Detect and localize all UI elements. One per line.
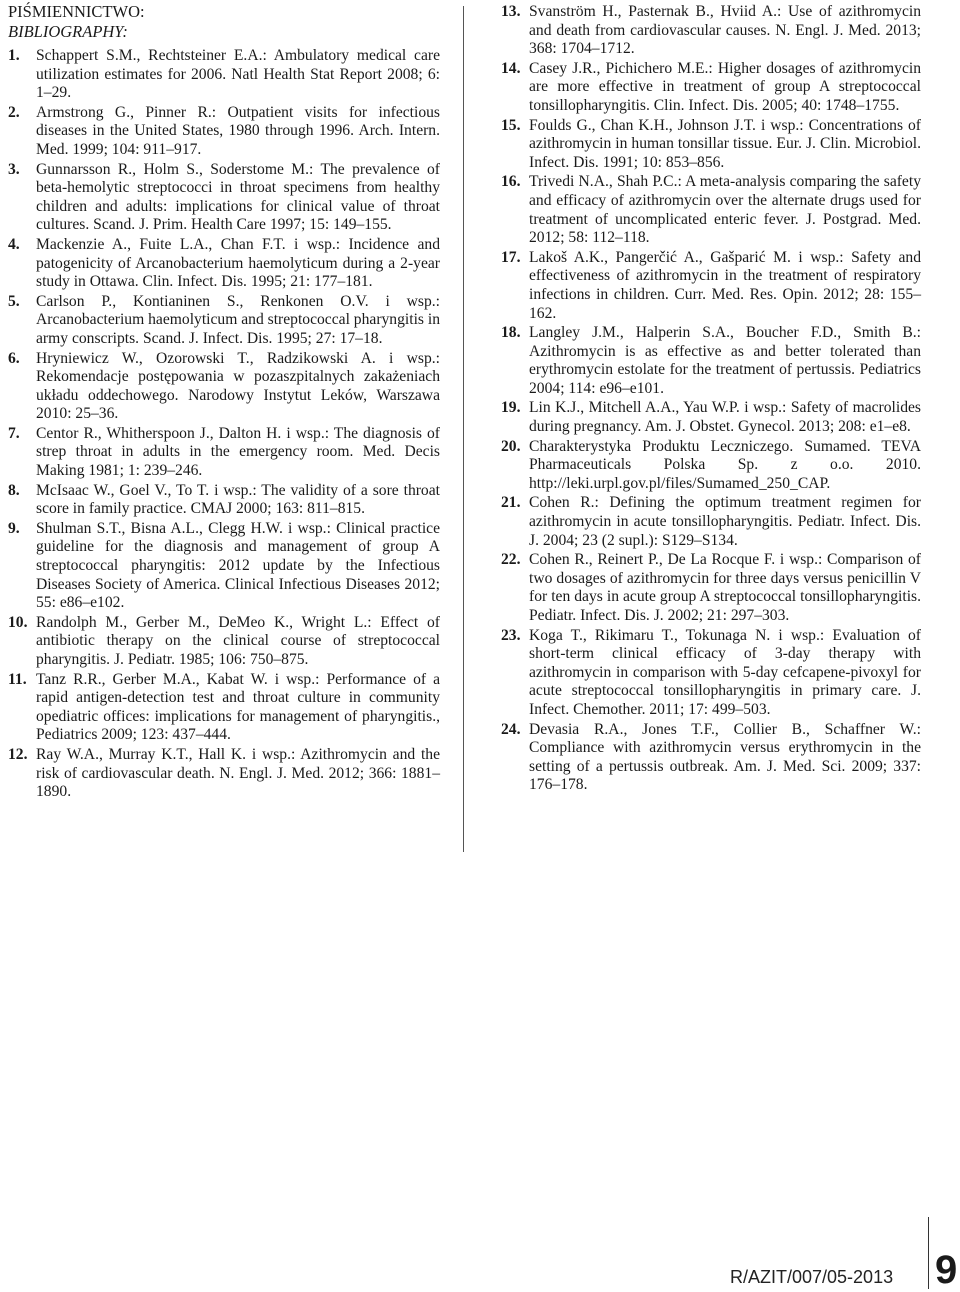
reference-text: Charakterystyka Produktu Leczniczego. Sumamed. TEVA Pharmaceuticals Polska Sp. z o.o. 2010. http://leki.urpl.gov.pl/files/Sumamed_250_CAP. xyxy=(529,437,921,492)
references-column-right xyxy=(501,3,921,796)
reference-item xyxy=(501,324,921,398)
reference-text: Gunnarsson R., Holm S., Soderstome M.: The prevalence of beta-hemolytic streptococci in throat specimens from healthy children and adults: implications for clinical value of throat cultures. Scand. J. Prim. Health Care 1997; 15: 149–155. xyxy=(36,160,440,234)
reference-text: Koga T., Rikimaru T., Tokunaga N. i wsp.: Evaluation of short-term clinical efficacy of 3-day therapy with azithromycin in comparison with 5-day cefcapene-pivoxyl for acute streptococcal tonsillopharyngitis in primary care. J. Infect. Chemother. 2011; 17: 499–503. xyxy=(529,626,921,718)
reference-text: Shulman S.T., Bisna A.L., Clegg H.W. i wsp.: Clinical practice guideline for the diagnosis and management of group A streptococcal pharyngitis: 2012 update by the Infectious Diseases Society of America. Clinical Infectious Diseases 2012; 55: e86–e102. xyxy=(36,519,440,612)
references-column-left xyxy=(8,47,440,803)
reference-item xyxy=(501,249,921,323)
reference-number: 4. xyxy=(8,235,20,253)
reference-item xyxy=(501,3,921,59)
reference-text: Svanström H., Pasternak B., Hviid A.: Use of azithromycin and death from cardiovascular causes. N. Engl. J. Med. 2013; 368: 1704–1712. xyxy=(529,3,921,58)
reference-text: Cohen R., Reinert P., De La Rocque F. i wsp.: Comparison of two dosages of azithromycin for three days versus penicillin V for ten days in acute group A streptococcal tonsillopharyngitis. Pediatr. Infect. Dis. J. 2002; 21: 297–303. xyxy=(529,551,921,624)
reference-item xyxy=(8,161,440,235)
reference-text: Lin K.J., Mitchell A.A., Yau W.P. i wsp.: Safety of macrolides during pregnancy. Am. J. Obstet. Gynecol. 2013; 208: e1–e8. xyxy=(529,399,921,436)
reference-text: Schappert S.M., Rechtsteiner E.A.: Ambulatory medical care utilization estimates for 2006. Natl Health Stat Report 2008; 6: 1–29. xyxy=(36,47,440,102)
reference-number: 15. xyxy=(501,116,521,134)
reference-item xyxy=(8,520,440,613)
reference-item xyxy=(8,482,440,519)
reference-number: 14. xyxy=(501,59,521,77)
reference-number: 22. xyxy=(501,551,521,569)
reference-item xyxy=(501,173,921,247)
reference-item xyxy=(501,60,921,116)
reference-number: 17. xyxy=(501,248,521,266)
reference-item xyxy=(8,104,440,160)
column-divider xyxy=(463,6,464,852)
reference-text: Tanz R.R., Gerber M.A., Kabat W. i wsp.: Performance of a rapid antigen-detection test and throat culture in community opediatric offices: implications for management of pharyngitis., Pediatrics 2009; 123: 437–444. xyxy=(36,670,440,744)
reference-number: 20. xyxy=(501,437,521,455)
heading-polish: PIŚMIENNICTWO: xyxy=(8,2,145,21)
reference-text: Mackenzie A., Fuite L.A., Chan F.T. i wsp.: Incidence and patogenicity of Arcanobacterium haemolyticum during a 2-year study in Ottawa. Clin. Infect. Dis. 1995; 21: 177–181. xyxy=(36,235,440,291)
heading-english: BIBLIOGRAPHY: xyxy=(8,22,128,41)
reference-number: 19. xyxy=(501,399,521,417)
reference-item xyxy=(8,236,440,292)
reference-text: Trivedi N.A., Shah P.C.: A meta-analysis comparing the safety and efficacy of azithromycin over the alternate drugs used for treatment of uncomplicated enteric fever. J. Postgrad. Med. 2012; 58: 112–118. xyxy=(529,173,921,247)
reference-item xyxy=(501,438,921,494)
reference-number: 24. xyxy=(501,720,521,738)
reference-text: Foulds G., Chan K.H., Johnson J.T. i wsp.: Concentrations of azithromycin in human tonsillar tissue. Eur. J. Clin. Microbiol. Infect. Dis. 1991; 10: 853–856. xyxy=(529,116,921,171)
reference-text: Carlson P., Kontianinen S., Renkonen O.V. i wsp.: Arcanobacterium haemolyticum and streptococcal pharyngitis in army conscripts. Scand. J. Infect. Dis. 1995; 27: 17–18. xyxy=(36,292,440,347)
reference-text: Hryniewicz W., Ozorowski T., Radzikowski A. i wsp.: Rekomendacje postępowania w pozaszpitalnych zakażeniach układu oddechowego. Narodowy Instytut Leków, Warszawa 2010: 25–36. xyxy=(36,349,440,423)
reference-number: 21. xyxy=(501,494,521,512)
reference-number: 12. xyxy=(8,745,28,763)
footer-divider xyxy=(928,1217,929,1289)
reference-number: 23. xyxy=(501,626,521,644)
reference-number: 11. xyxy=(8,670,27,688)
reference-item xyxy=(501,399,921,436)
reference-number: 2. xyxy=(8,103,20,121)
reference-item xyxy=(501,627,921,720)
reference-number: 9. xyxy=(8,519,20,537)
reference-text: Ray W.A., Murray K.T., Hall K. i wsp.: Azithromycin and the risk of cardiovascular death. N. Engl. J. Med. 2012; 366: 1881–1890. xyxy=(36,745,440,801)
reference-text: Armstrong G., Pinner R.: Outpatient visits for infectious diseases in the United States, 1980 through 1996. Arch. Intern. Med. 1999; 104: 911–917. xyxy=(36,103,440,158)
reference-item xyxy=(8,746,440,802)
reference-number: 16. xyxy=(501,173,521,191)
reference-number: 8. xyxy=(8,481,20,499)
document-code: R/AZIT/007/05-2013 xyxy=(730,1267,894,1287)
reference-item xyxy=(8,425,440,481)
reference-text: Devasia R.A., Jones T.F., Collier B., Schaffner W.: Compliance with azithromycin versus erythromycin in the setting of a pertussis outbreak. Am. J. Med. Sci. 2009; 337: 176–178. xyxy=(529,720,921,794)
page-number: 9 xyxy=(935,1248,958,1292)
reference-number: 13. xyxy=(501,3,521,20)
reference-number: 18. xyxy=(501,324,521,342)
reference-item xyxy=(8,350,440,424)
reference-item xyxy=(501,551,921,625)
references-heading xyxy=(8,2,448,42)
reference-number: 1. xyxy=(8,47,20,64)
reference-text: Langley J.M., Halperin S.A., Boucher F.D., Smith B.: Azithromycin is as effective as and better tolerated than erythromycin estolate for the treatment of pertussis. Pediatrics 2004; 114: e96–e101. xyxy=(529,324,921,397)
reference-item xyxy=(501,721,921,795)
reference-item xyxy=(8,614,440,670)
reference-item xyxy=(8,671,440,745)
reference-text: Casey J.R., Pichichero M.E.: Higher dosages of azithromycin are more effective in treatment of group A streptococcal tonsillopharyngitis. Clin. Infect. Dis. 2005; 40: 1748–1755. xyxy=(529,59,921,114)
reference-item xyxy=(501,494,921,550)
reference-number: 5. xyxy=(8,292,20,310)
reference-number: 3. xyxy=(8,160,20,178)
reference-text: Centor R., Whitherspoon J., Dalton H. i wsp.: The diagnosis of strep throat in adults in the emergency room. Med. Decis Making 1981; 1: 239–246. xyxy=(36,424,440,480)
reference-number: 7. xyxy=(8,424,20,442)
reference-text: Cohen R.: Defining the optimum treatment regimen for azithromycin in acute tonsillopharyngitis. Pediatr. Infect. Dis. J. 2004; 23 (2 supl.): S129–S134. xyxy=(529,494,921,549)
reference-text: McIsaac W., Goel V., To T. i wsp.: The validity of a sore throat score in family practice. CMAJ 2000; 163: 811–815. xyxy=(36,481,440,518)
reference-number: 10. xyxy=(8,613,28,631)
reference-text: Lakoš A.K., Pangerčić A., Gašparić M. i wsp.: Safety and effectiveness of azithromycin in the treatment of respiratory infections in children. Curr. Med. Res. Opin. 2012; 28: 155–162. xyxy=(529,248,921,322)
reference-number: 6. xyxy=(8,349,20,367)
reference-item xyxy=(8,47,440,103)
reference-item xyxy=(8,293,440,349)
reference-text: Randolph M., Gerber M., DeMeo K., Wright L.: Effect of antibiotic therapy on the clinical course of streptococcal pharyngitis. J. Pediatr. 1985; 106: 750–875. xyxy=(36,613,440,668)
reference-item xyxy=(501,117,921,173)
